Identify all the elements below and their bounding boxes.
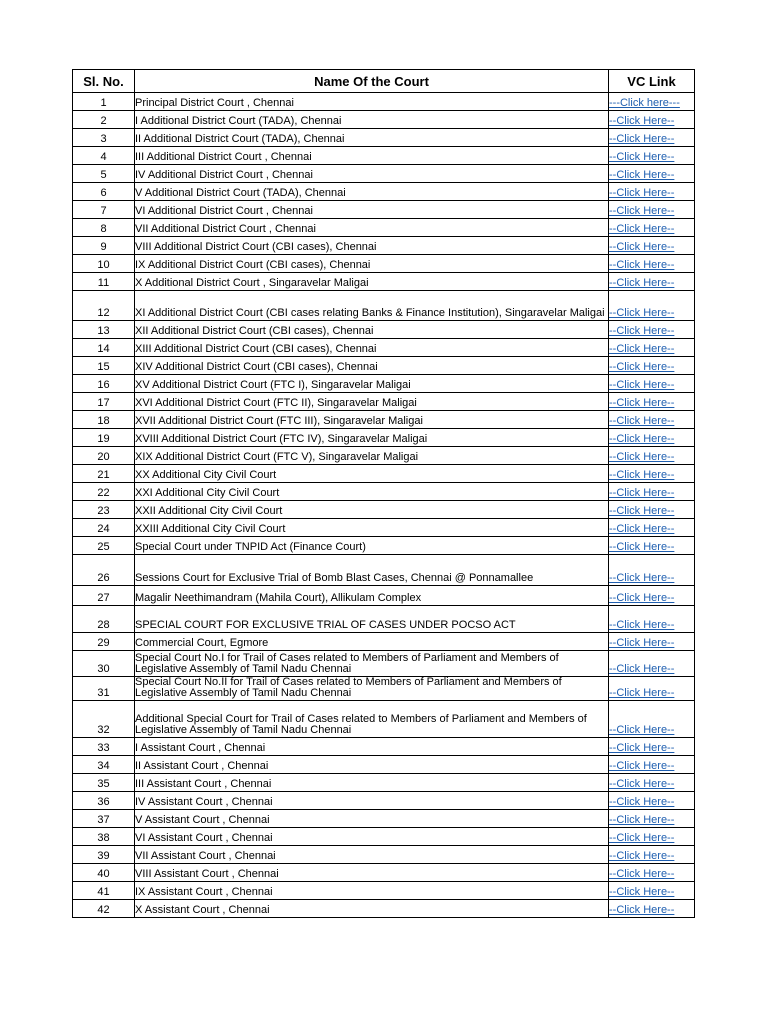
sl-no-cell: 26 [73,555,135,586]
vc-link-cell [609,651,695,677]
table-row [73,201,695,219]
court-name-cell: XV Additional District Court (FTC I), Singaravelar Maligai [135,375,609,393]
vc-link-cell [609,291,695,321]
vc-link-cell [609,828,695,846]
court-name-cell: Special Court No.I for Trail of Cases related to Members of Parliament and Members of Legislative Assembly of Tamil Nadu Chennai [135,651,609,677]
vc-link-cell [609,810,695,828]
sl-no-cell: 35 [73,774,135,792]
sl-no-cell: 40 [73,864,135,882]
court-name-cell: Special Court No.II for Trail of Cases related to Members of Parliament and Members of Legislative Assembly of Tamil Nadu Chennai [135,677,609,701]
table-row [73,633,695,651]
vc-link[interactable]: --Click Here-- [609,523,675,535]
table-row [73,882,695,900]
vc-link[interactable]: --Click Here-- [609,361,675,373]
table-row [73,738,695,756]
sl-no-cell: 27 [73,586,135,606]
vc-link[interactable]: --Click Here-- [609,277,675,289]
court-name-cell: II Additional District Court (TADA), Chennai [135,129,609,147]
table-row [73,555,695,586]
court-name-cell: XI Additional District Court (CBI cases relating Banks & Finance Institution), Singaravelar Maligai [135,291,609,321]
table-row [73,651,695,677]
sl-no-cell: 15 [73,357,135,375]
vc-link-cell [609,165,695,183]
table-row [73,375,695,393]
vc-link[interactable]: --Click Here-- [609,724,675,736]
table-row [73,219,695,237]
table-row [73,483,695,501]
vc-link-cell [609,537,695,555]
sl-no-cell: 13 [73,321,135,339]
vc-link[interactable]: --Click Here-- [609,541,675,553]
vc-link[interactable]: --Click Here-- [609,832,675,844]
vc-link-cell [609,465,695,483]
table-row [73,411,695,429]
sl-no-cell: 24 [73,519,135,537]
vc-link[interactable]: --Click Here-- [609,451,675,463]
sl-no-cell: 23 [73,501,135,519]
sl-no-cell: 4 [73,147,135,165]
vc-link-cell [609,429,695,447]
vc-link[interactable]: --Click Here-- [609,814,675,826]
vc-link-cell [609,183,695,201]
table-row [73,864,695,882]
court-name-cell: IX Additional District Court (CBI cases), Chennai [135,255,609,273]
court-name-cell: VI Additional District Court , Chennai [135,201,609,219]
sl-no-cell: 6 [73,183,135,201]
sl-no-cell: 41 [73,882,135,900]
vc-link-cell [609,357,695,375]
court-name-cell: Magalir Neethimandram (Mahila Court), Allikulam Complex [135,586,609,606]
vc-link[interactable]: --Click Here-- [609,325,675,337]
court-name-cell: Commercial Court, Egmore [135,633,609,651]
vc-link-cell [609,900,695,918]
sl-no-cell: 33 [73,738,135,756]
court-name-cell: XIV Additional District Court (CBI cases), Chennai [135,357,609,375]
table-row [73,677,695,701]
court-name-cell: XIX Additional District Court (FTC V), Singaravelar Maligai [135,447,609,465]
vc-link-cell [609,273,695,291]
vc-link-cell [609,129,695,147]
vc-link[interactable]: --Click Here-- [609,572,675,584]
table-row [73,291,695,321]
vc-link[interactable]: --Click Here-- [609,868,675,880]
vc-link-cell [609,738,695,756]
vc-link[interactable]: --Click Here-- [609,619,675,631]
court-name-cell: IV Additional District Court , Chennai [135,165,609,183]
vc-link-cell [609,501,695,519]
table-row [73,701,695,738]
table-row [73,237,695,255]
vc-link[interactable]: --Click Here-- [609,760,675,772]
table-row [73,393,695,411]
sl-no-cell: 36 [73,792,135,810]
sl-no-cell: 8 [73,219,135,237]
vc-link[interactable]: --Click Here-- [609,115,675,127]
court-name-cell: VII Additional District Court , Chennai [135,219,609,237]
sl-no-cell: 1 [73,93,135,111]
sl-no-cell: 2 [73,111,135,129]
sl-no-cell: 20 [73,447,135,465]
court-name-cell: VIII Assistant Court , Chennai [135,864,609,882]
vc-link[interactable]: --Click Here-- [609,487,675,499]
table-body [73,93,695,918]
table-row [73,273,695,291]
vc-link-cell [609,375,695,393]
vc-link-cell [609,586,695,606]
court-name-cell: Additional Special Court for Trail of Cases related to Members of Parliament and Members of Legislative Assembly of Tamil Nadu Chennai [135,701,609,738]
table-row [73,828,695,846]
vc-link[interactable]: --Click Here-- [609,796,675,808]
table-row [73,900,695,918]
vc-link[interactable]: --Click Here-- [609,259,675,271]
sl-no-cell: 34 [73,756,135,774]
table-row [73,93,695,111]
vc-link[interactable]: --Click Here-- [609,433,675,445]
court-name-cell: X Additional District Court , Singaravelar Maligai [135,273,609,291]
sl-no-cell: 30 [73,651,135,677]
table-row [73,321,695,339]
sl-no-cell: 29 [73,633,135,651]
sl-no-cell: 5 [73,165,135,183]
table-row [73,846,695,864]
vc-link-cell [609,774,695,792]
vc-link-cell [609,864,695,882]
court-name-cell: XII Additional District Court (CBI cases), Chennai [135,321,609,339]
vc-link[interactable]: --Click Here-- [609,343,675,355]
vc-link[interactable]: --Click Here-- [609,169,675,181]
court-name-cell: XVI Additional District Court (FTC II), Singaravelar Maligai [135,393,609,411]
court-name-cell: VIII Additional District Court (CBI cases), Chennai [135,237,609,255]
vc-link-cell [609,677,695,701]
vc-link-cell [609,882,695,900]
court-name-cell: SPECIAL COURT FOR EXCLUSIVE TRIAL OF CASES UNDER POCSO ACT [135,606,609,633]
court-name-cell: I Assistant Court , Chennai [135,738,609,756]
court-name-cell: XVII Additional District Court (FTC III), Singaravelar Maligai [135,411,609,429]
header-vc-link: VC Link [609,70,695,93]
table-row [73,111,695,129]
vc-link-cell [609,111,695,129]
court-name-cell: V Assistant Court , Chennai [135,810,609,828]
court-name-cell: XXIII Additional City Civil Court [135,519,609,537]
vc-link-cell [609,201,695,219]
table-row [73,129,695,147]
sl-no-cell: 38 [73,828,135,846]
table-row [73,606,695,633]
table-row [73,586,695,606]
sl-no-cell: 39 [73,846,135,864]
vc-link-cell [609,393,695,411]
table-row [73,147,695,165]
table-row [73,756,695,774]
vc-link[interactable]: --Click Here-- [609,187,675,199]
sl-no-cell: 31 [73,677,135,701]
court-name-cell: II Assistant Court , Chennai [135,756,609,774]
table-row [73,537,695,555]
vc-link-cell [609,483,695,501]
table-row [73,183,695,201]
sl-no-cell: 19 [73,429,135,447]
sl-no-cell: 7 [73,201,135,219]
court-name-cell: VII Assistant Court , Chennai [135,846,609,864]
court-name-cell: XIII Additional District Court (CBI cases), Chennai [135,339,609,357]
table-row [73,165,695,183]
vc-link-cell [609,255,695,273]
table-header-row [73,70,695,93]
table-row [73,357,695,375]
vc-link[interactable]: --Click Here-- [609,687,675,699]
sl-no-cell: 37 [73,810,135,828]
table-row [73,501,695,519]
vc-link[interactable]: --Click Here-- [609,151,675,163]
vc-link-cell [609,219,695,237]
vc-link[interactable]: --Click Here-- [609,505,675,517]
sl-no-cell: 17 [73,393,135,411]
court-name-cell: IV Assistant Court , Chennai [135,792,609,810]
vc-link-cell [609,555,695,586]
sl-no-cell: 3 [73,129,135,147]
court-name-cell: III Additional District Court , Chennai [135,147,609,165]
court-name-cell: III Assistant Court , Chennai [135,774,609,792]
court-name-cell: Special Court under TNPID Act (Finance Court) [135,537,609,555]
vc-link-cell [609,633,695,651]
table-row [73,429,695,447]
header-sl-no: Sl. No. [73,70,135,93]
header-court-name: Name Of the Court [135,70,609,93]
vc-link[interactable]: --Click Here-- [609,778,675,790]
court-name-cell: IX Assistant Court , Chennai [135,882,609,900]
vc-link[interactable]: --Click Here-- [609,469,675,481]
sl-no-cell: 22 [73,483,135,501]
vc-link[interactable]: --Click Here-- [609,397,675,409]
vc-link[interactable]: --Click Here-- [609,637,675,649]
vc-link[interactable]: ---Click here--- [609,97,680,109]
sl-no-cell: 12 [73,291,135,321]
table-row [73,447,695,465]
vc-link-cell [609,147,695,165]
sl-no-cell: 14 [73,339,135,357]
vc-link[interactable]: --Click Here-- [609,415,675,427]
vc-link-cell [609,447,695,465]
vc-link[interactable]: --Click Here-- [609,663,675,675]
court-name-cell: XXII Additional City Civil Court [135,501,609,519]
table-row [73,810,695,828]
court-name-cell: VI Assistant Court , Chennai [135,828,609,846]
vc-link-cell [609,339,695,357]
sl-no-cell: 32 [73,701,135,738]
court-name-cell: V Additional District Court (TADA), Chennai [135,183,609,201]
sl-no-cell: 11 [73,273,135,291]
sl-no-cell: 9 [73,237,135,255]
table-row [73,519,695,537]
vc-link[interactable]: --Click Here-- [609,379,675,391]
vc-link-cell [609,606,695,633]
court-name-cell: XXI Additional City Civil Court [135,483,609,501]
court-name-cell: Sessions Court for Exclusive Trial of Bomb Blast Cases, Chennai @ Ponnamallee [135,555,609,586]
table-row [73,255,695,273]
table-row [73,465,695,483]
table-row [73,792,695,810]
court-name-cell: XX Additional City Civil Court [135,465,609,483]
vc-link[interactable]: --Click Here-- [609,742,675,754]
vc-link[interactable]: --Click Here-- [609,886,675,898]
sl-no-cell: 25 [73,537,135,555]
vc-link-cell [609,237,695,255]
vc-link-cell [609,701,695,738]
vc-link[interactable]: --Click Here-- [609,592,675,604]
vc-link-cell [609,792,695,810]
sl-no-cell: 21 [73,465,135,483]
table-row [73,774,695,792]
courts-table [72,69,695,918]
sl-no-cell: 18 [73,411,135,429]
vc-link-cell [609,519,695,537]
vc-link[interactable]: --Click Here-- [609,307,675,319]
vc-link-cell [609,846,695,864]
sl-no-cell: 16 [73,375,135,393]
vc-link[interactable]: --Click Here-- [609,904,675,916]
vc-link[interactable]: --Click Here-- [609,205,675,217]
vc-link-cell [609,411,695,429]
court-name-cell: XVIII Additional District Court (FTC IV), Singaravelar Maligai [135,429,609,447]
court-name-cell: I Additional District Court (TADA), Chennai [135,111,609,129]
vc-link-cell [609,756,695,774]
vc-link-cell [609,93,695,111]
court-name-cell: Principal District Court , Chennai [135,93,609,111]
sl-no-cell: 42 [73,900,135,918]
table-row [73,339,695,357]
vc-link[interactable]: --Click Here-- [609,850,675,862]
vc-link[interactable]: --Click Here-- [609,133,675,145]
vc-link[interactable]: --Click Here-- [609,241,675,253]
vc-link[interactable]: --Click Here-- [609,223,675,235]
vc-link-cell [609,321,695,339]
sl-no-cell: 10 [73,255,135,273]
court-name-cell: X Assistant Court , Chennai [135,900,609,918]
sl-no-cell: 28 [73,606,135,633]
